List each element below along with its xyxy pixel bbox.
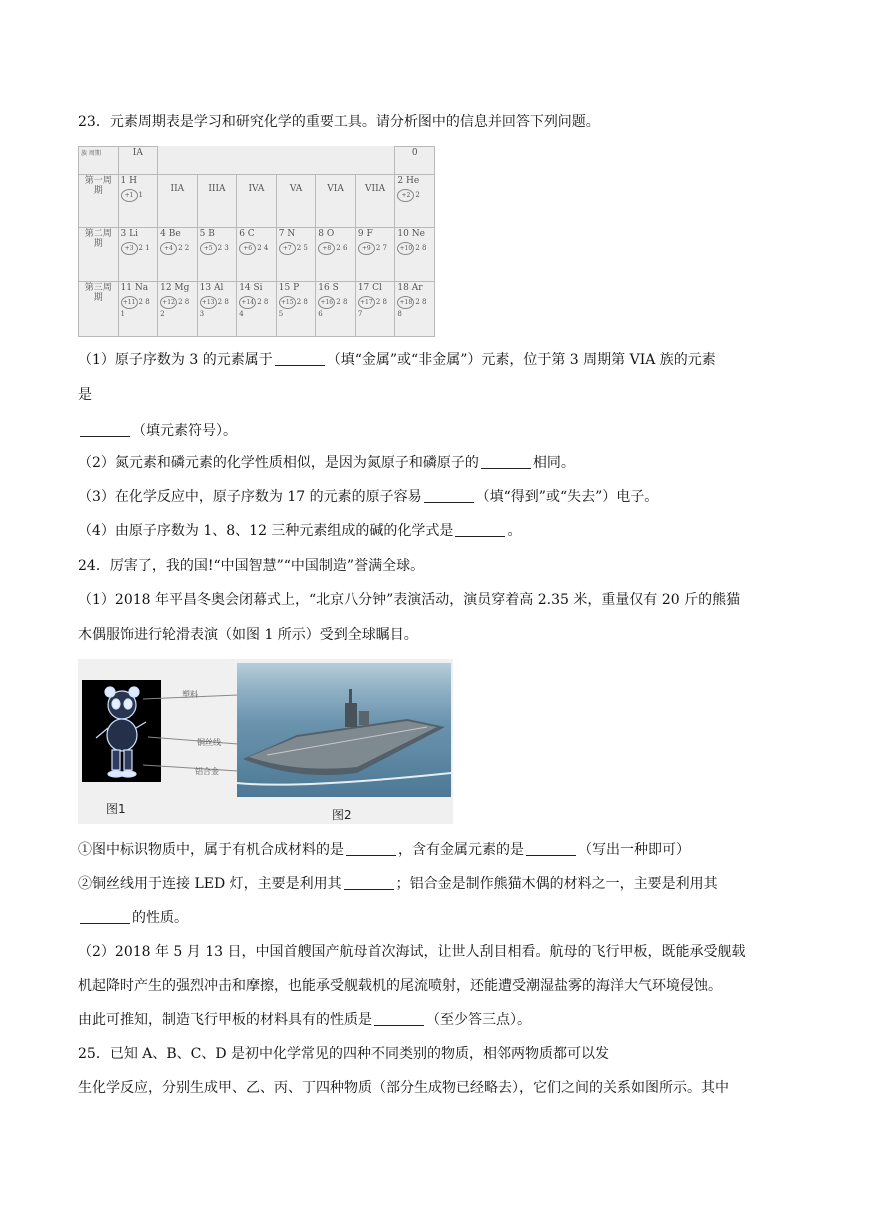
element-cell: 13 Al +13 2 8 3 [197,282,237,337]
q24-sub2-line2: 的性质。 [78,908,188,928]
nucleus: +13 [200,296,217,309]
q23-part1-line3: （填元素符号）。 [78,421,237,441]
q24-part1-line2: 木偶服饰进行轮滑表演（如图 1 所示）受到全球瞩目。 [78,627,418,643]
nucleus: +10 [397,242,414,255]
q23-part3: （3）在化学反应中，原子序数为 17 的元素的原子容易 （填“得到”或“失去”）电子。 [78,489,659,505]
q23-part4: （4）由原子序数为 1、8、12 三种元素组成的碱的化学式是 。 [78,523,522,539]
nucleus: +6 [239,242,256,255]
group-header: IIA [158,175,198,228]
element-cell: 3 Li +3 2 1 [118,227,158,282]
answer-blank[interactable] [80,909,130,924]
answer-blank[interactable] [344,875,394,890]
element-cell: 5 B +5 2 3 [197,227,237,282]
period-label: 第一周期 [79,175,119,228]
figure1-label: 图1 [106,802,126,816]
element-cell: 2 He +2 2 [395,175,435,228]
element-cell: 17 Cl +17 2 8 7 [355,282,395,337]
q23-part2: （2）氮元素和磷元素的化学性质相似，是因为氮原子和磷原子的 相同。 [78,455,575,471]
q23-part1-line1: （1）原子序数为 3 的元素属于 （填“金属”或“非金属”）元素，位于第 3 周期第 VIA 族的元素 [78,352,716,368]
nucleus: +14 [239,296,256,309]
nucleus: +8 [318,242,335,255]
callout-aluminum-alloy: 铝合金 [195,767,219,776]
element-cell: 14 Si +14 2 8 4 [237,282,277,337]
group-header: IIIA [197,175,237,228]
period-label: 第二周期 [79,227,119,282]
nucleus: +2 [397,189,414,202]
periodic-table-figure [78,146,435,337]
element-cell: 9 F +9 2 7 [355,227,395,282]
callout-lines [138,687,238,777]
element-cell: 16 S +16 2 8 6 [316,282,356,337]
nucleus: +3 [121,242,138,255]
element-cell: 12 Mg +12 2 8 2 [158,282,198,337]
answer-blank[interactable] [455,522,505,537]
nucleus: +5 [200,242,217,255]
callout-copper-wire: 铜丝线 [197,738,221,747]
q24-part2-line2: 机起降时产生的强烈冲击和摩擦，也能承受舰载机的尾流喷射，还能遭受潮湿盐雾的海洋大气环境侵蚀。 [78,978,722,994]
group-header: VIA [316,175,356,228]
element-cell: 18 Ar +18 2 8 8 [395,282,435,337]
q24-part2-line1: （2）2018 年 5 月 13 日，中国首艘国产航母首次海试，让世人刮目相看。航母的飞行甲板，既能承受舰载 [78,944,746,960]
nucleus: +12 [160,296,177,309]
aircraft-carrier-image [237,663,451,797]
period-label: 第三周期 [79,282,119,337]
q25-line2: 生化学反应，分别生成甲、乙、丙、丁四种物质（部分生成物已经略去），它们之间的关系如图所示。其中 [78,1080,729,1096]
table-corner: 族 周期 [79,147,119,175]
answer-blank[interactable] [80,422,130,437]
group-header: VA [276,175,316,228]
q24-sub1: ①图中标识物质中，属于有机合成材料的是 ，含有金属元素的是 （写出一种即可） [78,842,690,858]
group-header: 0 [395,147,435,175]
q24-sub2: ②铜丝线用于连接 LED 灯，主要是利用其 ；铝合金是制作熊猫木偶的材料之一，主要是利用其 [78,876,718,892]
element-cell: 15 P +15 2 8 5 [276,282,316,337]
group-header: IVA [237,175,277,228]
answer-blank[interactable] [526,841,576,856]
element-cell: 6 C +6 2 4 [237,227,277,282]
nucleus: +16 [318,296,335,309]
q24-part2-line3: 由此可推知，制造飞行甲板的材料具有的性质是 （至少答三点）。 [78,1012,531,1028]
element-cell: 1 H +1 1 [118,175,158,228]
element-cell: 11 Na +11 2 8 1 [118,282,158,337]
answer-blank[interactable] [275,351,325,366]
answer-blank[interactable] [424,488,474,503]
figure2-label: 图2 [332,808,352,822]
answer-blank[interactable] [374,1011,424,1026]
element-cell: 4 Be +4 2 2 [158,227,198,282]
nucleus: +9 [358,242,375,255]
q25-line1: 25．已知 A、B、C、D 是初中化学常见的四种不同类别的物质，相邻两物质都可以发 [78,1046,610,1062]
callout-plastic: 塑料 [182,690,198,699]
group-header: VIIA [355,175,395,228]
q24-title: 24．厉害了，我的国!“中国智慧”“中国制造”誉满全球。 [78,558,425,574]
ship-icon [237,663,451,797]
materials-figure [78,659,453,824]
nucleus: +17 [358,296,375,309]
element-cell: 10 Ne +10 2 8 [395,227,435,282]
q24-part1-line1: （1）2018 年平昌冬奥会闭幕式上，“北京八分钟”表演活动，演员穿着高 2.35 米，重量仅有 20 斤的熊猫 [78,592,741,608]
periodic-table [78,146,435,337]
nucleus: +18 [397,296,414,309]
answer-blank[interactable] [481,454,531,469]
nucleus: +4 [160,242,177,255]
nucleus: +7 [279,242,296,255]
nucleus: +15 [279,296,296,309]
q23-title: 23．元素周期表是学习和研究化学的重要工具。请分析图中的信息并回答下列问题。 [78,114,600,130]
nucleus: +11 [121,296,138,309]
element-cell: 8 O +8 2 6 [316,227,356,282]
element-cell: 7 N +7 2 5 [276,227,316,282]
answer-blank[interactable] [346,841,396,856]
group-header: IA [118,147,158,175]
q23-part1-line2: 是 [78,387,92,403]
nucleus: +1 [121,189,138,202]
